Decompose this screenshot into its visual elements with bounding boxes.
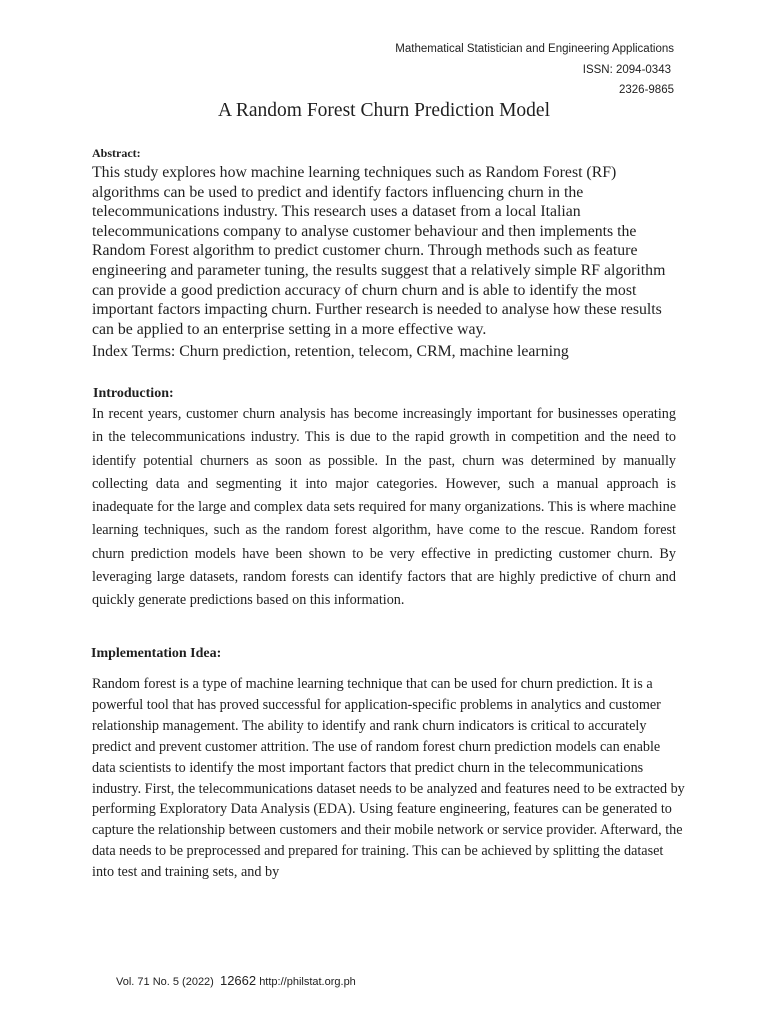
volume-info: Vol. 71 No. 5 (2022) [116, 976, 214, 988]
introduction-heading: Introduction: [93, 386, 174, 401]
issn-print: ISSN: 2094-0343 [582, 64, 671, 76]
page-number: 12662 [219, 973, 257, 988]
page-footer [116, 973, 356, 988]
paper-title: A Random Forest Churn Prediction Model [217, 100, 551, 121]
journal-name: Mathematical Statistician and Engineering Applications [395, 43, 674, 55]
issn-online: 2326-9865 [619, 84, 674, 96]
abstract-body: This study explores how machine learning techniques such as Random Forest (RF) algorithms can be used to predict and identify factors influencing churn in the telecommunications industry. This research uses a dataset from a local Italian telecommunications company to analyse customer behaviour and then implements the Random Forest algorithm to predict customer churn. Through methods such as feature engineering and parameter tuning, the results suggest that a relatively simple RF algorithm can provide a good prediction accuracy of churn churn and is able to identify the most important factors impacting churn. Further research is needed to analyse how these results can be applied to an enterprise setting in a more effective way. [92, 164, 666, 338]
index-terms: Index Terms: Churn prediction, retention, telecom, CRM, machine learning [92, 343, 569, 360]
introduction-body: In recent years, customer churn analysis has become increasingly important for businesses operating in the telecommunications industry. This is due to the rapid growth in competition and the need to identify potential churners as soon as possible. In the past, churn was determined by manually collecting data and segmenting it into major categories. However, such a manual approach is inadequate for the large and complex data sets required for many organizations. This is where machine learning techniques, such as the random forest algorithm, have come to the rescue. Random forest churn prediction models have been shown to be very effective in predicting customer churn. By leveraging large datasets, random forests can identify factors that are highly predictive of churn and quickly generate predictions based on this information. [92, 406, 676, 609]
implementation-heading: Implementation Idea: [91, 646, 222, 661]
abstract-heading: Abstract: [92, 146, 141, 160]
implementation-body: Random forest is a type of machine learning technique that can be used for churn prediction. It is a powerful tool that has proved successful for application-specific problems in analytics and customer relationship management. The ability to identify and rank churn indicators is critical to accurately predict and prevent customer attrition. The use of random forest churn prediction models can enable data scientists to identify the most important factors that predict churn in the telecommunications industry. First, the telecommunications dataset needs to be analyzed and features need to be extracted by performing Exploratory Data Analysis (EDA). Using feature engineering, features can be generated to capture the relationship between customers and their mobile network or service provider. Afterward, the data needs to be preprocessed and prepared for training. This can be achieved by splitting the dataset into test and training sets, and by [92, 676, 685, 881]
footer-url[interactable]: http://philstat.org.ph [259, 976, 356, 988]
